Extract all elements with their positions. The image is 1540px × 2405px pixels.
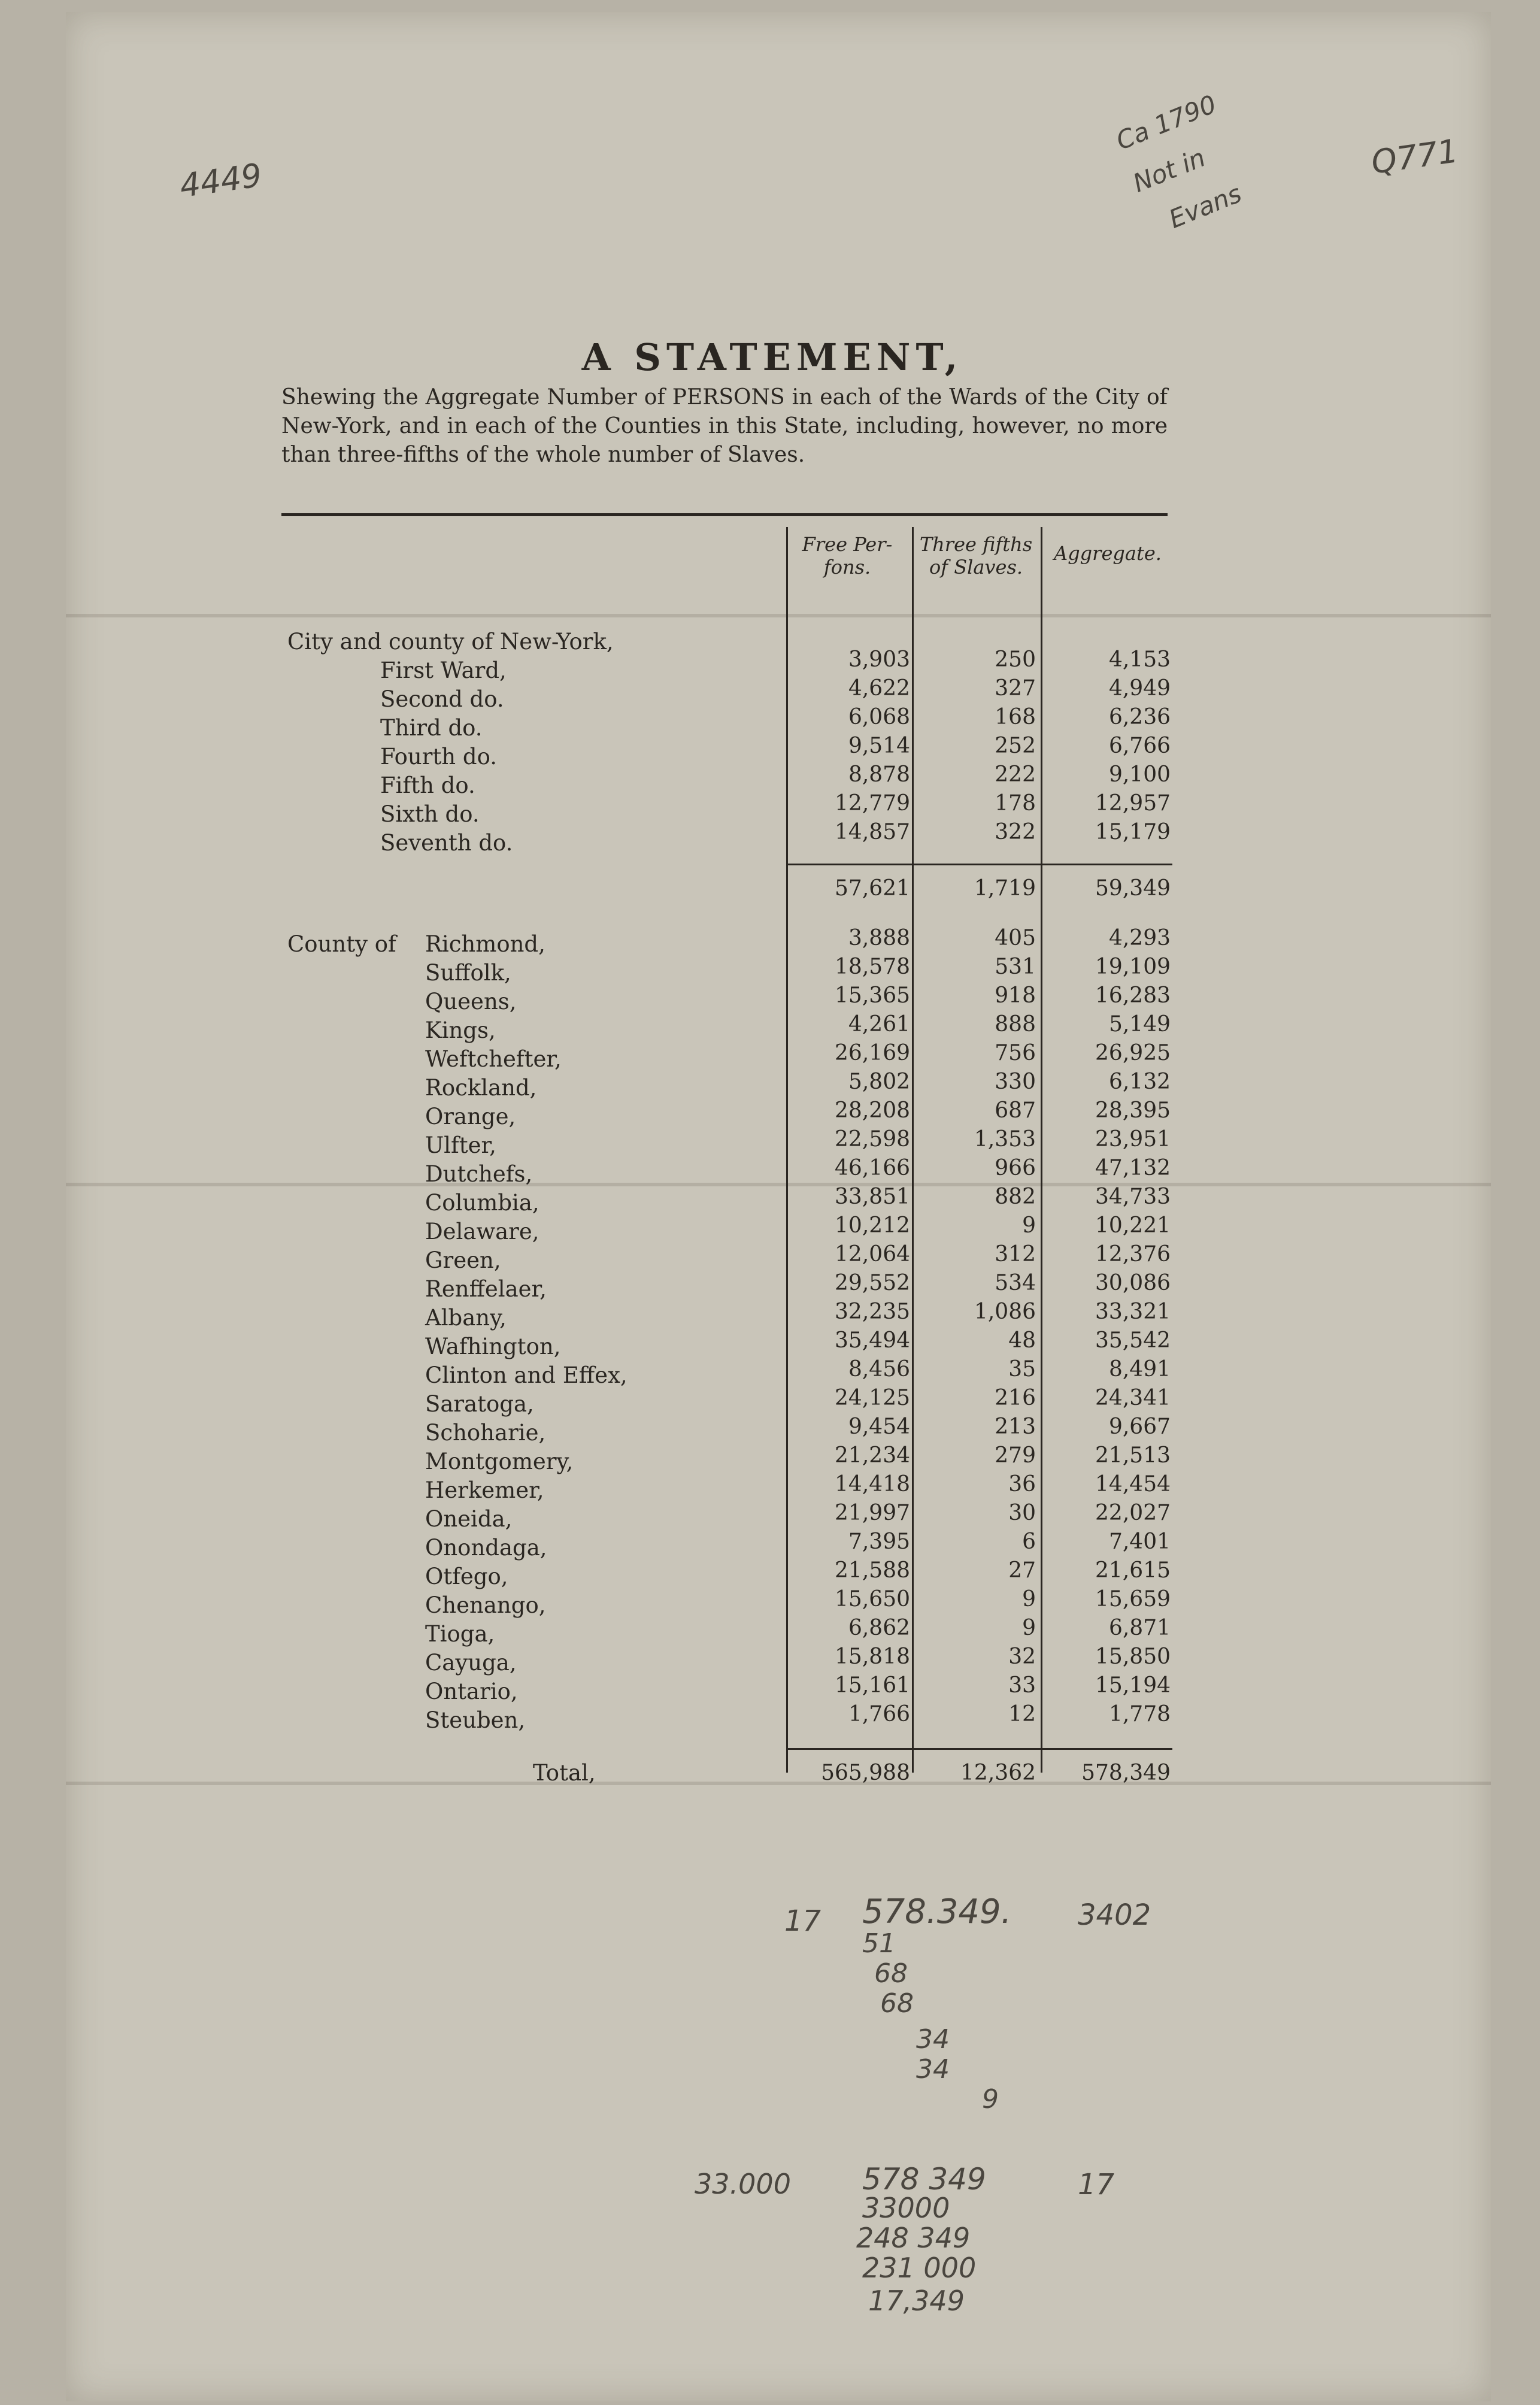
calc-step: 68 <box>880 1988 914 2019</box>
free-persons-value: 9,454 <box>848 1414 910 1439</box>
free-persons-value: 46,166 <box>835 1156 910 1180</box>
aggregate-value: 47,132 <box>1095 1156 1171 1180</box>
slaves-value: 252 <box>995 734 1036 758</box>
slaves-value: 9 <box>1022 1213 1036 1238</box>
slaves-value: 534 <box>995 1271 1036 1295</box>
catalog-note: Evans <box>1165 178 1246 234</box>
free-persons-value: 32,235 <box>835 1300 910 1324</box>
slaves-value: 27 <box>1008 1558 1036 1583</box>
aggregate-value: 21,615 <box>1095 1558 1171 1583</box>
slaves-value: 279 <box>995 1443 1036 1468</box>
free-persons-value: 21,997 <box>835 1501 910 1525</box>
city-heading: City and county of New-York, <box>287 629 614 655</box>
header-three-fifths-slaves: Three fifths of Slaves. <box>919 533 1033 578</box>
county-label: Suffolk, <box>425 960 511 986</box>
county-label: Schoharie, <box>425 1420 546 1446</box>
ward-label: Third do. <box>380 715 483 741</box>
free-persons-value: 22,598 <box>835 1127 910 1152</box>
slaves-value: 32 <box>1008 1644 1036 1669</box>
aggregate-value: 6,871 <box>1108 1616 1171 1640</box>
paper-fold <box>66 614 1491 617</box>
subtotal-rule <box>786 864 1172 865</box>
slaves-value: 9 <box>1022 1587 1036 1612</box>
aggregate-value: 21,513 <box>1095 1443 1171 1468</box>
aggregate-value: 24,341 <box>1095 1386 1171 1410</box>
aggregate-value: 9,100 <box>1108 762 1171 787</box>
calc-step: 9 <box>982 2084 999 2115</box>
aggregate-value: 35,542 <box>1095 1328 1171 1353</box>
aggregate-value: 16,283 <box>1095 983 1171 1008</box>
calc-step: 231 000 <box>862 2252 977 2284</box>
free-persons-value: 18,578 <box>835 955 910 979</box>
slaves-value: 756 <box>995 1041 1036 1065</box>
free-persons-value: 15,365 <box>835 983 910 1008</box>
county-label: Dutchefs, <box>425 1161 533 1187</box>
column-rule <box>1041 527 1042 1773</box>
county-label: Oneida, <box>425 1506 513 1532</box>
free-persons-value: 7,395 <box>848 1529 910 1554</box>
calc-step: 17,349 <box>868 2285 965 2317</box>
slaves-value: 531 <box>995 955 1036 979</box>
aggregate-value: 15,850 <box>1095 1644 1171 1669</box>
slaves-value: 918 <box>995 983 1036 1008</box>
county-label: Weftchefter, <box>425 1046 562 1072</box>
free-persons-value: 4,261 <box>848 1012 910 1037</box>
free-persons-value: 21,588 <box>835 1558 910 1583</box>
calc-step: 34 <box>916 2054 950 2085</box>
slaves-value: 178 <box>995 791 1036 816</box>
free-persons-value: 5,802 <box>848 1070 910 1094</box>
aggregate-value: 6,132 <box>1108 1070 1171 1094</box>
ward-label: Fifth do. <box>380 773 475 798</box>
county-label: Rockland, <box>425 1075 537 1101</box>
calc-divisor: 17 <box>784 1904 821 1938</box>
county-label: Wafhington, <box>425 1334 561 1359</box>
slaves-value: 405 <box>995 926 1036 950</box>
free-persons-value: 3,903 <box>848 647 910 672</box>
county-label: Tioga, <box>425 1621 495 1647</box>
aggregate-value: 19,109 <box>1095 955 1171 979</box>
total-free: 565,988 <box>821 1761 910 1785</box>
aggregate-value: 30,086 <box>1095 1271 1171 1295</box>
free-persons-value: 6,862 <box>848 1616 910 1640</box>
aggregate-value: 28,395 <box>1095 1098 1171 1123</box>
total-rule <box>786 1748 1172 1750</box>
aggregate-value: 26,925 <box>1095 1041 1171 1065</box>
free-persons-value: 15,650 <box>835 1587 910 1612</box>
free-persons-value: 8,456 <box>848 1357 910 1382</box>
calc-step: 68 <box>874 1958 908 1989</box>
slaves-value: 213 <box>995 1414 1036 1439</box>
total-aggregate: 578,349 <box>1081 1761 1171 1785</box>
header-aggregate: Aggregate. <box>1054 542 1162 565</box>
free-persons-value: 15,161 <box>835 1673 910 1698</box>
free-persons-value: 6,068 <box>848 705 910 729</box>
slaves-value: 36 <box>1008 1472 1036 1497</box>
aggregate-value: 6,766 <box>1108 734 1171 758</box>
header-free-persons: Free Per-fons. <box>802 533 893 578</box>
calc-divisor-2: 17 <box>1078 2168 1115 2201</box>
slaves-value: 6 <box>1022 1529 1036 1554</box>
slaves-value: 33 <box>1008 1673 1036 1698</box>
free-persons-value: 33,851 <box>835 1185 910 1209</box>
county-label: Green, <box>425 1247 501 1273</box>
free-persons-value: 29,552 <box>835 1271 910 1295</box>
aggregate-value: 7,401 <box>1108 1529 1171 1554</box>
aggregate-value: 9,667 <box>1108 1414 1171 1439</box>
slaves-value: 9 <box>1022 1616 1036 1640</box>
ward-label: First Ward, <box>380 658 507 683</box>
county-label: Otfego, <box>425 1564 508 1589</box>
slaves-value: 168 <box>995 705 1036 729</box>
subtotal-free: 57,621 <box>835 876 910 901</box>
county-label: Onondaga, <box>425 1535 547 1561</box>
aggregate-value: 23,951 <box>1095 1127 1171 1152</box>
slaves-value: 1,353 <box>974 1127 1036 1152</box>
calc-step: 51 <box>862 1928 896 1959</box>
aggregate-value: 6,236 <box>1108 705 1171 729</box>
calc-dividend: 578.349. <box>862 1892 1012 1931</box>
slaves-value: 222 <box>995 762 1036 787</box>
slaves-value: 216 <box>995 1386 1036 1410</box>
slaves-value: 35 <box>1008 1357 1036 1382</box>
aggregate-value: 15,659 <box>1095 1587 1171 1612</box>
aggregate-value: 15,179 <box>1095 820 1171 844</box>
aggregate-value: 12,957 <box>1095 791 1171 816</box>
subtotal-slaves: 1,719 <box>974 876 1036 901</box>
county-label: Herkemer, <box>425 1477 544 1503</box>
free-persons-value: 26,169 <box>835 1041 910 1065</box>
paper-fold <box>66 1782 1491 1785</box>
paper-fold <box>66 1183 1491 1186</box>
county-heading: County of <box>287 931 396 957</box>
county-label: Ontario, <box>425 1679 518 1704</box>
county-label: Chenango, <box>425 1592 546 1618</box>
aggregate-value: 12,376 <box>1095 1242 1171 1267</box>
slaves-value: 322 <box>995 820 1036 844</box>
free-persons-value: 4,622 <box>848 676 910 701</box>
header-rule <box>281 513 1168 516</box>
slaves-value: 312 <box>995 1242 1036 1267</box>
ward-label: Seventh do. <box>380 830 513 856</box>
slaves-value: 687 <box>995 1098 1036 1123</box>
ward-label: Fourth do. <box>380 744 497 770</box>
aggregate-value: 4,949 <box>1108 676 1171 701</box>
calc-step: 33000 <box>862 2192 950 2224</box>
column-rule <box>786 527 788 1773</box>
free-persons-value: 21,234 <box>835 1443 910 1468</box>
free-persons-value: 12,779 <box>835 791 910 816</box>
free-persons-value: 10,212 <box>835 1213 910 1238</box>
county-label: Renffelaer, <box>425 1276 547 1302</box>
county-label: Albany, <box>425 1305 507 1331</box>
county-label: Saratoga, <box>425 1391 534 1417</box>
county-label: Kings, <box>425 1017 496 1043</box>
county-label: Montgomery, <box>425 1449 574 1474</box>
free-persons-value: 9,514 <box>848 734 910 758</box>
aggregate-value: 15,194 <box>1095 1673 1171 1698</box>
ward-label: Sixth do. <box>380 801 480 827</box>
county-label: Ulfter, <box>425 1132 496 1158</box>
county-label: Cayuga, <box>425 1650 517 1676</box>
slaves-value: 882 <box>995 1185 1036 1209</box>
ward-label: Second do. <box>380 686 504 712</box>
free-persons-value: 3,888 <box>848 926 910 950</box>
slaves-value: 48 <box>1008 1328 1036 1353</box>
aggregate-value: 4,153 <box>1108 647 1171 672</box>
county-label: Delaware, <box>425 1219 539 1244</box>
column-rule <box>912 527 914 1773</box>
slaves-value: 250 <box>995 647 1036 672</box>
free-persons-value: 14,418 <box>835 1472 910 1497</box>
free-persons-value: 24,125 <box>835 1386 910 1410</box>
free-persons-value: 8,878 <box>848 762 910 787</box>
calc-step: 248 349 <box>856 2222 971 2254</box>
county-label: Columbia, <box>425 1190 539 1216</box>
date-note: Ca 1790 <box>1112 89 1221 156</box>
county-label: Orange, <box>425 1104 516 1129</box>
document-title: A STATEMENT, <box>581 335 963 379</box>
calc-dividend-2: 578 349 <box>862 2162 986 2197</box>
archive-number: 4449 <box>177 156 265 205</box>
calc-quotient: 3402 <box>1078 1898 1151 1932</box>
slaves-value: 888 <box>995 1012 1036 1037</box>
aggregate-value: 14,454 <box>1095 1472 1171 1497</box>
aggregate-value: 10,221 <box>1095 1213 1171 1238</box>
slaves-value: 330 <box>995 1070 1036 1094</box>
total-label: Total, <box>533 1760 596 1786</box>
catalog-note: Not in <box>1129 143 1209 198</box>
aggregate-value: 33,321 <box>1095 1300 1171 1324</box>
county-label: Richmond, <box>425 931 545 957</box>
slaves-value: 12 <box>1008 1702 1036 1726</box>
document-subtitle: Shewing the Aggregate Number of PERSONS in each of the Wards of the City of New-York, and in each of the Counties in this State, including, however, no more than three-fifths of the whole number of Slaves. <box>281 385 1168 467</box>
aggregate-value: 22,027 <box>1095 1501 1171 1525</box>
calc-step: 34 <box>916 2024 950 2055</box>
aggregate-value: 8,491 <box>1108 1357 1171 1382</box>
free-persons-value: 14,857 <box>835 820 910 844</box>
free-persons-value: 15,818 <box>835 1644 910 1669</box>
calc-left: 33.000 <box>695 2168 791 2200</box>
free-persons-value: 35,494 <box>835 1328 910 1353</box>
slaves-value: 1,086 <box>974 1300 1036 1324</box>
aggregate-value: 1,778 <box>1108 1702 1171 1726</box>
free-persons-value: 12,064 <box>835 1242 910 1267</box>
county-label: Clinton and Effex, <box>425 1362 627 1388</box>
slaves-value: 327 <box>995 676 1036 701</box>
call-number: Q771 <box>1369 132 1461 181</box>
slaves-value: 966 <box>995 1156 1036 1180</box>
slaves-value: 30 <box>1008 1501 1036 1525</box>
free-persons-value: 28,208 <box>835 1098 910 1123</box>
total-slaves: 12,362 <box>960 1761 1036 1785</box>
county-label: Queens, <box>425 989 517 1014</box>
aggregate-value: 4,293 <box>1108 926 1171 950</box>
aggregate-value: 5,149 <box>1108 1012 1171 1037</box>
subtotal-aggregate: 59,349 <box>1095 876 1171 901</box>
county-label: Steuben, <box>425 1707 526 1733</box>
free-persons-value: 1,766 <box>848 1702 910 1726</box>
aggregate-value: 34,733 <box>1095 1185 1171 1209</box>
